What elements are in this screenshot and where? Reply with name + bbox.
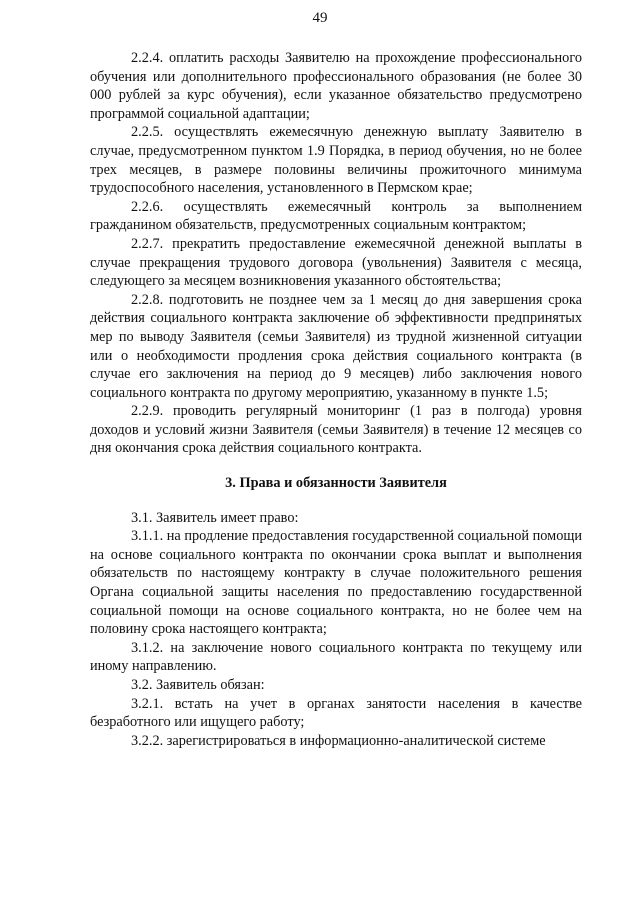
- clause-2-2-4: 2.2.4. оплатить расходы Заявителю на прохождение профессионального обучения или дополнительного профессионального образования (не более 30 000 рублей за курс обучения), если указанное обязательство предусмотрено программой социальной адаптации;: [90, 50, 582, 122]
- clause-2-2-8: 2.2.8. подготовить не позднее чем за 1 месяц до дня завершения срока действия социального контракта заключение об эффективности предпринятых мер по выводу Заявителя (семьи Заявителя) из трудной жизненной ситуации или о необходимости продления срока действия социального контракта (в случае его заключения на период до 9 месяцев) либо заключения нового социального контракта по другому мероприятию, указанному в пункте 1.5;: [90, 291, 582, 401]
- clause-3-1: 3.1. Заявитель имеет право:: [131, 509, 299, 526]
- clause-2-2-7: 2.2.7. прекратить предоставление ежемесячной денежной выплаты в случае прекращения трудового договора (увольнения) Заявителя с месяца, следующего за месяцем возникновения указанного обстоятельства;: [90, 235, 582, 290]
- clause-2-2-9: 2.2.9. проводить регулярный мониторинг (1 раз в полгода) уровня доходов и условий жизни Заявителя (семьи Заявителя) в течение 12 месяцев со дня окончания срока действия социального контракта.: [90, 403, 582, 457]
- clause-3-2: 3.2. Заявитель обязан:: [131, 677, 265, 693]
- clause-3-1-2: 3.1.2. на заключение нового социального контракта по текущему или иному направлению.: [90, 639, 582, 675]
- document-body: [90, 49, 582, 750]
- clause-3-2-2: 3.2.2. зарегистрироваться в информационно-аналитической системе: [131, 732, 546, 749]
- page-number: 49: [312, 10, 328, 26]
- clause-2-2-5: 2.2.5. осуществлять ежемесячную денежную выплату Заявителю в случае, предусмотренном пунктом 1.9 Порядка, в период обучения, но не более трех месяцев, в размере половины величины прожиточного минимума трудоспособного населения, установленного в Пермском крае;: [90, 124, 582, 197]
- clause-3-1-1: 3.1.1. на продление предоставления государственной социальной помощи на основе социального контракта по окончании срока выплат и выполнения обязательств по настоящему контракту в случае положительного решения Органа социальной защиты населения по предоставлению государственной социальной помощи на основе социального контракта, но не более чем на половину срока настоящего контракта;: [90, 528, 582, 638]
- section-heading: 3. Права и обязанности Заявителя: [225, 475, 447, 492]
- clause-3-2-1: 3.2.1. встать на учет в органах занятости населения в качестве безработного или ищущего работу;: [90, 695, 582, 731]
- clause-2-2-6: 2.2.6. осуществлять ежемесячный контроль за выполнением гражданином обязательств, предусмотренных социальным контрактом;: [90, 198, 582, 234]
